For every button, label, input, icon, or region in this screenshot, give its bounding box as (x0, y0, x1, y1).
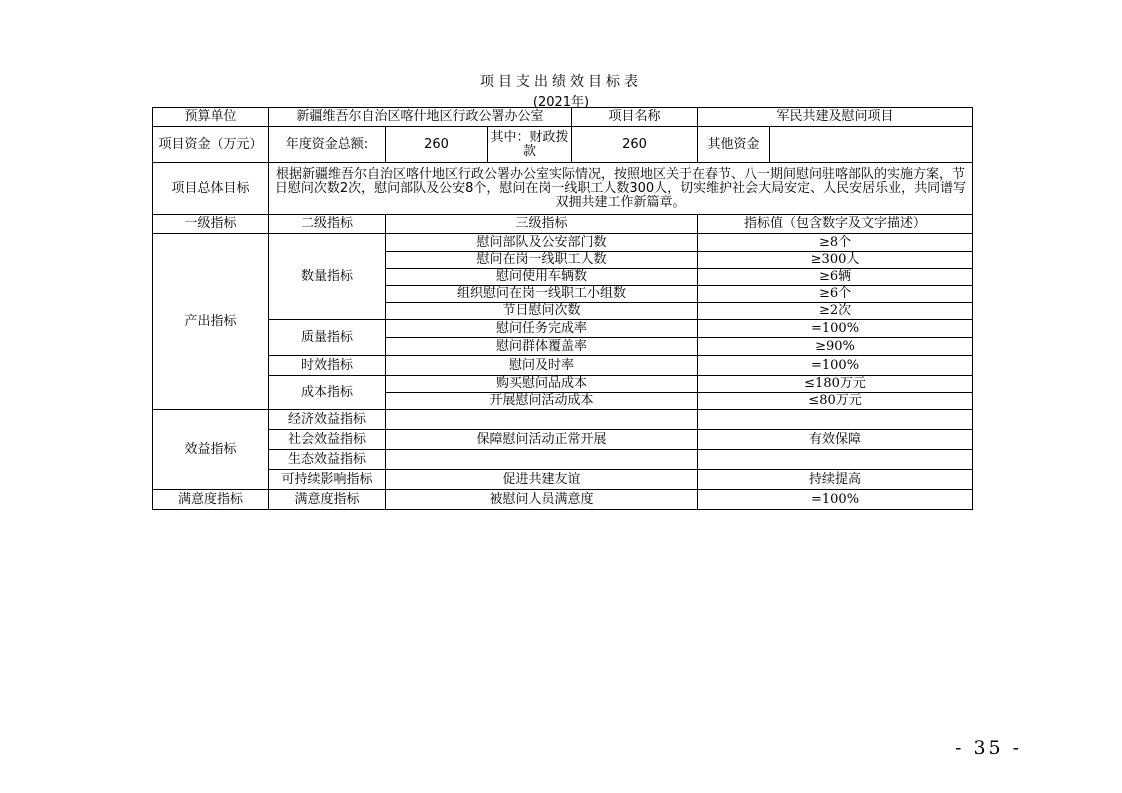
table-row (153, 356, 973, 376)
indicator-value: ≥6辆 (698, 269, 973, 286)
project-name-label: 项目名称 (572, 108, 698, 127)
annual-total-label: 年度资金总额: (269, 127, 386, 163)
group-sustainable: 可持续影响指标 (269, 470, 386, 490)
fiscal-value: 260 (572, 127, 698, 163)
indicator-name: 慰问任务完成率 (386, 320, 698, 338)
indicator-name: 被慰问人员满意度 (386, 490, 698, 510)
goal-label: 项目总体目标 (153, 163, 269, 215)
group-benefit: 效益指标 (153, 410, 269, 490)
indicator-value (698, 450, 973, 470)
indicator-name: 慰问及时率 (386, 356, 698, 376)
fiscal-label: 其中：财政拨款 (488, 127, 572, 163)
group-satisfaction-level2: 满意度指标 (269, 490, 386, 510)
col-value: 指标值（包含数字及文字描述） (698, 215, 973, 234)
col-level3: 三级指标 (386, 215, 698, 234)
col-level1: 一级指标 (153, 215, 269, 234)
table-row (153, 320, 973, 338)
indicator-name: 慰问群体覆盖率 (386, 338, 698, 356)
indicator-value: ≤180万元 (698, 376, 973, 393)
group-quality: 质量指标 (269, 320, 386, 356)
indicator-name: 组织慰问在岗一线职工小组数 (386, 286, 698, 303)
table-row (153, 470, 973, 490)
indicator-name (386, 410, 698, 430)
indicator-name (386, 450, 698, 470)
funds-row (153, 127, 973, 163)
table-row (153, 450, 973, 470)
budget-unit-row (153, 108, 973, 127)
indicator-name: 慰问在岗一线职工人数 (386, 252, 698, 269)
group-output: 产出指标 (153, 234, 269, 410)
project-name-value: 军民共建及慰问项目 (698, 108, 973, 127)
indicator-value: ≥2次 (698, 303, 973, 320)
funds-label: 项目资金（万元） (153, 127, 269, 163)
group-cost: 成本指标 (269, 376, 386, 410)
table-row (153, 410, 973, 430)
indicator-name: 慰问部队及公安部门数 (386, 234, 698, 252)
table-row (153, 430, 973, 450)
indicator-value: ≥90% (698, 338, 973, 356)
indicator-name: 保障慰问活动正常开展 (386, 430, 698, 450)
page-title: 项目支出绩效目标表 (480, 74, 642, 90)
indicator-value: =100% (698, 490, 973, 510)
group-satisfaction: 满意度指标 (153, 490, 269, 510)
year-subtitle: (2021年) (532, 95, 590, 110)
page-number: - 35 - (955, 737, 1023, 759)
indicator-name: 开展慰问活动成本 (386, 393, 698, 410)
indicator-value: ≥6个 (698, 286, 973, 303)
indicator-value: =100% (698, 320, 973, 338)
table-row (153, 490, 973, 510)
group-timeliness: 时效指标 (269, 356, 386, 376)
indicator-value: 有效保障 (698, 430, 973, 450)
table-row (153, 234, 973, 252)
group-quantity: 数量指标 (269, 234, 386, 320)
goal-row (153, 163, 973, 215)
indicator-name: 慰问使用车辆数 (386, 269, 698, 286)
annual-total-value: 260 (386, 127, 488, 163)
indicator-name: 购买慰问品成本 (386, 376, 698, 393)
indicator-value: ≥300人 (698, 252, 973, 269)
budget-unit-value: 新疆维吾尔自治区喀什地区行政公署办公室 (269, 108, 572, 127)
performance-target-table (152, 107, 973, 510)
indicator-value: 持续提高 (698, 470, 973, 490)
group-ecological: 生态效益指标 (269, 450, 386, 470)
indicator-value: ≥8个 (698, 234, 973, 252)
indicator-value: ≤80万元 (698, 393, 973, 410)
column-header-row (153, 215, 973, 234)
other-funds-label: 其他资金 (698, 127, 770, 163)
goal-text: 根据新疆维吾尔自治区喀什地区行政公署办公室实际情况，按照地区关于在春节、八一期间慰问驻喀部队的实施方案，节日慰问次数2次，慰问部队及公安8个，慰问在岗一线职工人数300人，切实维护社会大局安定、人民安居乐业，共同谱写双拥共建工作新篇章。 (269, 163, 973, 215)
indicator-value (698, 410, 973, 430)
indicator-name: 节日慰问次数 (386, 303, 698, 320)
other-funds-value (770, 127, 973, 163)
group-social: 社会效益指标 (269, 430, 386, 450)
table-row (153, 376, 973, 393)
col-level2: 二级指标 (269, 215, 386, 234)
indicator-name: 促进共建友谊 (386, 470, 698, 490)
indicator-value: =100% (698, 356, 973, 376)
group-economic: 经济效益指标 (269, 410, 386, 430)
budget-unit-label: 预算单位 (153, 108, 269, 127)
